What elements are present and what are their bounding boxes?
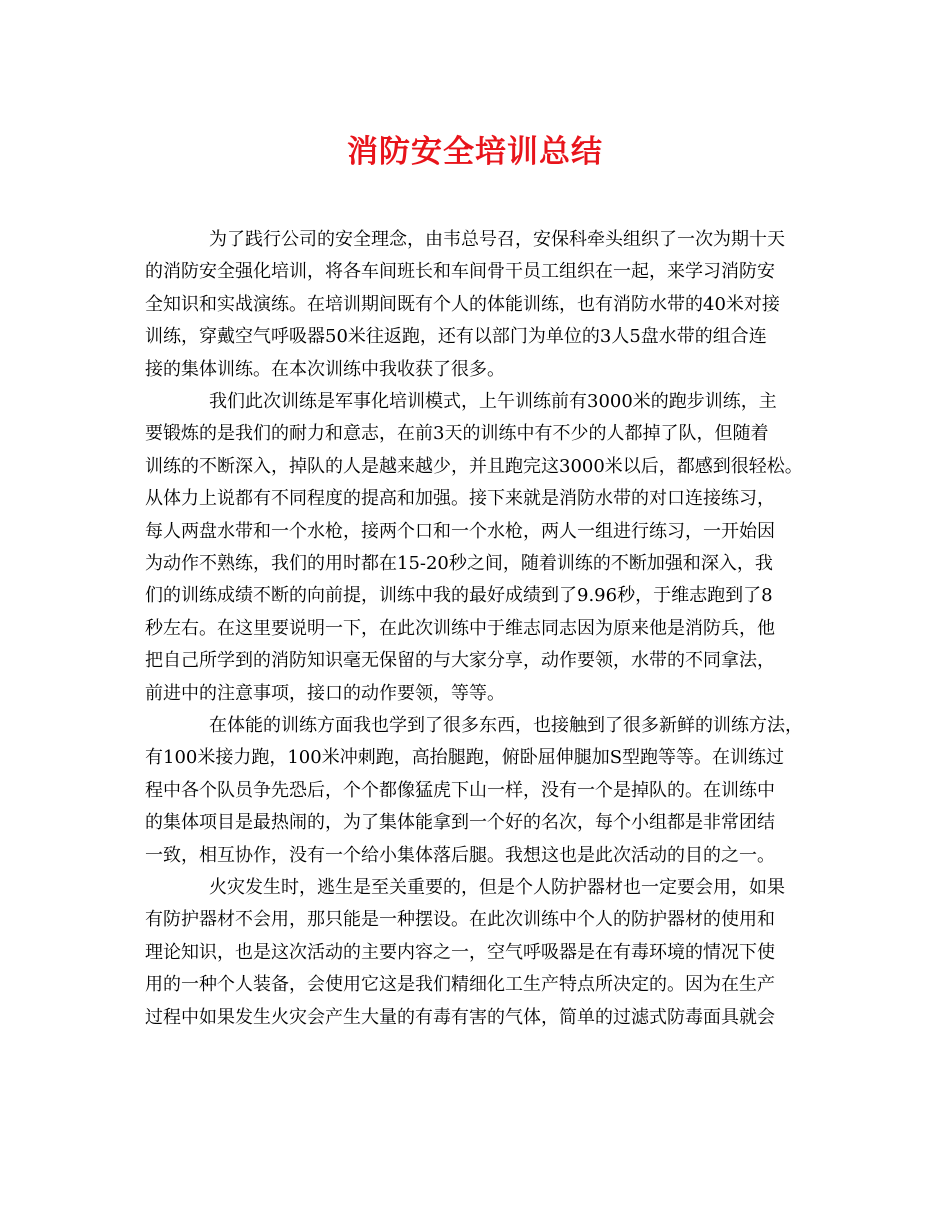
paragraph-line: 训练，穿戴空气呼吸器50米往返跑，还有以部门为单位的3人5盘水带的组合连 — [145, 326, 767, 347]
paragraph-first-line: 为了践行公司的安全理念，由韦总号召，安保科牵头组织了一次为期十天 — [209, 229, 785, 250]
document-title: 消防安全培训总结 — [347, 134, 603, 170]
paragraph-line: 有防护器材不会用，那只能是一种摆设。在此次训练中个人的防护器材的使用和 — [145, 909, 775, 930]
paragraph-line: 的集体项目是最热闹的，为了集体能拿到一个好的名次，每个小组都是非常团结 — [145, 812, 775, 833]
paragraph-line: 的消防安全强化培训，将各车间班长和车间骨干员工组织在一起，来学习消防安 — [145, 261, 775, 282]
paragraph-line: 一致，相互协作，没有一个给小集体落后腿。我想这也是此次活动的目的之一。 — [145, 845, 775, 866]
paragraph-line: 要锻炼的是我们的耐力和意志，在前3天的训练中有不少的人都掉了队，但随着 — [145, 423, 769, 444]
paragraph-line: 理论知识，也是这次活动的主要内容之一，空气呼吸器是在有毒环境的情况下使 — [145, 942, 775, 963]
paragraph-line: 秒左右。在这里要说明一下，在此次训练中于维志同志因为原来他是消防兵，他 — [145, 618, 775, 639]
paragraph-first-line: 我们此次训练是军事化培训模式，上午训练前有3000米的跑步训练，主 — [209, 391, 777, 412]
paragraph-line: 接的集体训练。在本次训练中我收获了很多。 — [145, 359, 505, 380]
paragraph-line: 过程中如果发生火灾会产生大量的有毒有害的气体，简单的过滤式防毒面具就会 — [145, 1007, 775, 1028]
paragraph-line: 用的一种个人装备，会使用它这是我们精细化工生产特点所决定的。因为在生产 — [145, 974, 775, 995]
paragraph-line: 前进中的注意事项，接口的动作要领，等等。 — [145, 683, 505, 704]
paragraph-line: 有100米接力跑，100米冲刺跑，高抬腿跑，俯卧屈伸腿加S型跑等等。在训练过 — [145, 747, 785, 768]
paragraph-line: 训练的不断深入，掉队的人是越来越少，并且跑完这3000米以后，都感到很轻松。 — [145, 456, 803, 477]
paragraph-line: 们的训练成绩不断的向前提，训练中我的最好成绩到了9.96秒，于维志跑到了8 — [145, 585, 773, 606]
paragraph-line: 把自己所学到的消防知识毫无保留的与大家分享，动作要领，水带的不同拿法， — [145, 650, 775, 671]
paragraph-line: 每人两盘水带和一个水枪，接两个口和一个水枪，两人一组进行练习，一开始因 — [145, 521, 775, 542]
paragraph-line: 为动作不熟练，我们的用时都在15-20秒之间，随着训练的不断加强和深入，我 — [145, 553, 773, 574]
paragraph-line: 程中各个队员争先恐后，个个都像猛虎下山一样，没有一个是掉队的。在训练中 — [145, 780, 775, 801]
paragraph-first-line: 火灾发生时，逃生是至关重要的，但是个人防护器材也一定要会用，如果 — [209, 877, 785, 898]
paragraph-first-line: 在体能的训练方面我也学到了很多东西，也接触到了很多新鲜的训练方法， — [209, 715, 803, 736]
paragraph-line: 全知识和实战演练。在培训期间既有个人的体能训练，也有消防水带的40米对接 — [145, 294, 780, 315]
paragraph-line: 从体力上说都有不同程度的提高和加强。接下来就是消防水带的对口连接练习， — [145, 488, 775, 509]
